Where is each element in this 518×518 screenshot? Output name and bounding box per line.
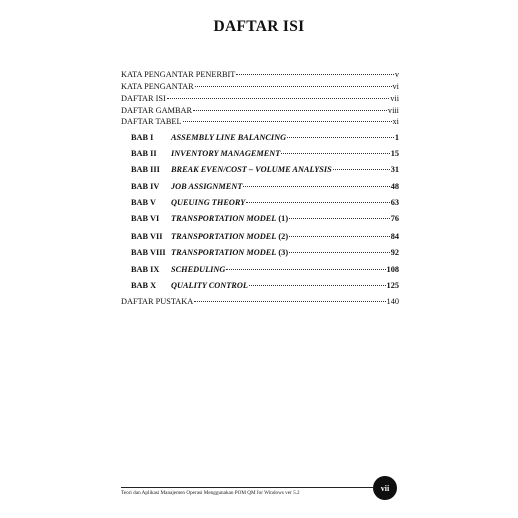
page-title: DAFTAR ISI <box>213 18 305 35</box>
entry-label: KATA PENGANTAR <box>121 82 194 91</box>
leader-dots <box>289 252 390 253</box>
entry-page: viii <box>387 106 399 115</box>
chapter-title: TRANSPORTATION MODEL (3) <box>171 248 289 257</box>
leader-dots <box>246 202 389 203</box>
chapter-number: BAB X <box>131 281 157 290</box>
chapter-page: 108 <box>386 265 399 274</box>
chapter-number: BAB VIII <box>131 248 166 257</box>
chapter-entry <box>131 133 399 143</box>
chapter-number: BAB I <box>131 133 154 142</box>
entry-label: DAFTAR GAMBAR <box>121 106 193 115</box>
chapter-entry <box>131 248 399 258</box>
chapter-number: BAB II <box>131 149 157 158</box>
chapter-number: BAB IX <box>131 265 160 274</box>
chapter-page: 76 <box>390 214 399 223</box>
chapter-number: BAB VII <box>131 232 163 241</box>
toc-entry <box>121 94 399 104</box>
footer-text: Teori dan Aplikasi Manajemen Operasi Menggunakan POM QM for Windows ver 5.2 <box>121 490 300 496</box>
chapter-title: SCHEDULING <box>171 265 226 274</box>
chapter-number: BAB IV <box>131 182 160 191</box>
entry-page: vii <box>390 94 399 103</box>
chapter-number: BAB VI <box>131 214 160 223</box>
chapter-entry <box>131 265 399 275</box>
chapter-page: 48 <box>390 182 399 191</box>
toc-entry <box>121 106 399 116</box>
chapter-entry <box>131 182 399 192</box>
entry-page: 140 <box>386 297 399 306</box>
leader-dots <box>333 169 390 170</box>
chapter-entry <box>131 165 399 175</box>
page-number-badge: vii <box>373 476 397 500</box>
leader-dots <box>243 186 389 187</box>
entry-label: DAFTAR TABEL <box>121 117 182 126</box>
leader-dots <box>194 301 385 302</box>
leader-dots <box>226 269 385 270</box>
chapter-entry <box>131 281 399 291</box>
chapter-title: QUEUING THEORY <box>171 198 246 207</box>
leader-dots <box>287 137 394 138</box>
chapter-title: INVENTORY MANAGEMENT <box>171 149 281 158</box>
chapter-page: 31 <box>390 165 399 174</box>
chapter-title: BREAK EVEN/COST – VOLUME ANALYSIS <box>171 165 332 174</box>
chapter-entry <box>131 149 399 159</box>
entry-page: vi <box>392 82 399 91</box>
chapter-title: QUALITY CONTROL <box>171 281 248 290</box>
toc-entry <box>121 117 399 127</box>
entry-page: v <box>394 70 399 79</box>
footer-rule <box>121 487 373 488</box>
chapter-page: 1 <box>394 133 399 142</box>
chapter-number: BAB V <box>131 198 156 207</box>
entry-label: DAFTAR PUSTAKA <box>121 297 194 306</box>
toc-entry <box>121 82 399 92</box>
toc-entry <box>121 297 399 307</box>
chapter-entry <box>131 214 399 224</box>
chapter-page: 84 <box>390 232 399 241</box>
chapter-page: 92 <box>390 248 399 257</box>
leader-dots <box>195 86 392 87</box>
chapter-number: BAB III <box>131 165 160 174</box>
leader-dots <box>193 110 387 111</box>
chapter-page: 15 <box>390 149 399 158</box>
leader-dots <box>167 98 389 99</box>
chapter-title: TRANSPORTATION MODEL (1) <box>171 214 289 223</box>
entry-label: KATA PENGANTAR PENERBIT <box>121 70 236 79</box>
leader-dots <box>249 285 386 286</box>
leader-dots <box>289 218 390 219</box>
leader-dots <box>183 121 392 122</box>
chapter-page: 63 <box>390 198 399 207</box>
entry-label: DAFTAR ISI <box>121 94 166 103</box>
leader-dots <box>289 236 390 237</box>
chapter-entry <box>131 198 399 208</box>
chapter-entry <box>131 232 399 242</box>
chapter-title: ASSEMBLY LINE BALANCING <box>171 133 287 142</box>
chapter-title: JOB ASSIGNMENT <box>171 182 243 191</box>
chapter-title: TRANSPORTATION MODEL (2) <box>171 232 289 241</box>
entry-page: xi <box>392 117 399 126</box>
leader-dots <box>236 74 393 75</box>
leader-dots <box>281 153 389 154</box>
chapter-page: 125 <box>386 281 399 290</box>
toc-entry <box>121 70 399 80</box>
